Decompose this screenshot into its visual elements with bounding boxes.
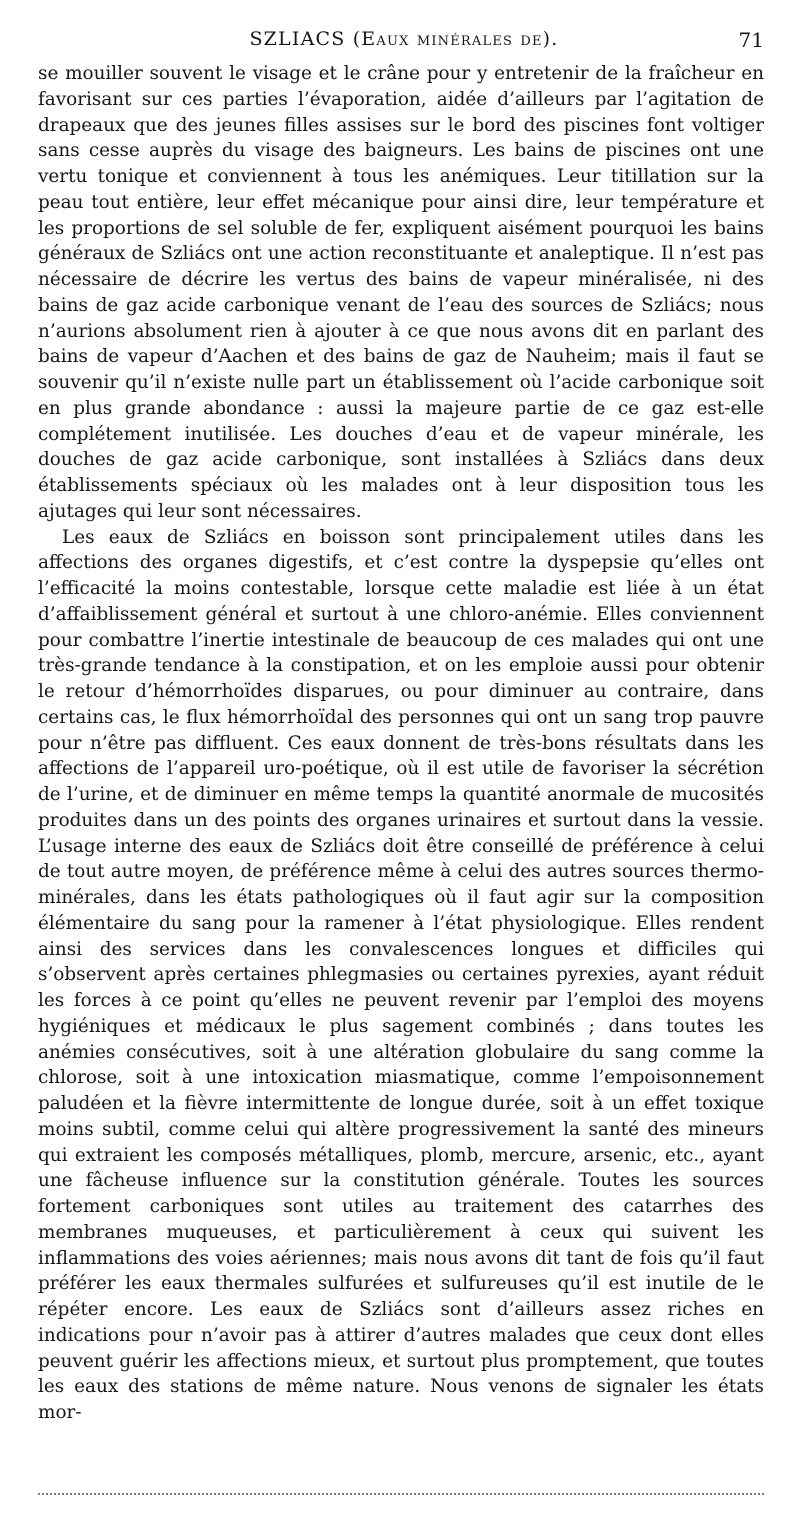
running-header: [38, 28, 770, 58]
paragraph-eaux-en-boisson: Les eaux de Szliács en boisson sont principalement utiles dans les affections des organes digestifs, et c’est contre la dyspepsie qu’elles ont l’efficacité la moins contestable, lorsque cette maladie est liée à un état d’affaiblissement général et surtout à une chloro-anémie. Elles conviennent pour combattre l’inertie intestinale de beaucoup de ces malades qui ont une très-grande tendance à la constipation, et on les emploie aussi pour obtenir le retour d’hémorrhoïdes disparues, ou pour diminuer au contraire, dans certains cas, le flux hémorrhoïdal des personnes qui ont un sang trop pauvre pour n’être pas diffluent. Ces eaux donnent de très-bons résultats dans les affections de l’appareil uro-poétique, où il est utile de favoriser la sécrétion de l’urine, et de diminuer en même temps la quantité anormale de mucosités produites dans un des points des organes urinaires et surtout dans la vessie. L’usage interne des eaux de Szliács doit être conseillé de préférence à celui de tout autre moyen, de préférence même à celui des autres sources thermo-minérales, dans les états pathologiques où il faut agir sur la composition élémentaire du sang pour la ramener à l’état physiologique. Elles rendent ainsi des services dans les convalescences longues et difficiles qui s’observent après certaines phlegmasies ou certaines pyrexies, ayant réduit les forces à ce point qu’elles ne peuvent revenir par l’emploi des moyens hygiéniques et médicaux le plus sagement combinés ; dans toutes les anémies consécutives, soit à une altération globulaire du sang comme la chlorose, soit à une intoxication miasmatique, comme l’empoisonnement paludéen et la fièvre intermittente de longue durée, soit à un effet toxique moins subtil, comme celui qui altère progressivement la santé des mineurs qui extraient les composés métalliques, plomb, mercure, arsenic, etc., ayant une fâcheuse influence sur la constitution générale. Toutes les sources fortement carboniques sont utiles au traitement des catarrhes des membranes muqueuses, et particulièrement à ceux qui suivent les inflammations des voies aériennes; mais nous avons dit tant de fois qu’il faut préférer les eaux thermales sulfurées et sulfureuses qu’il est inutile de le répéter encore. Les eaux de Szliács sont d’ailleurs assez riches en indications pour n’avoir pas à attirer d’autres malades que ceux dont elles peuvent guérir les affections mieux, et surtout plus promptement, que toutes les eaux des stations de même nature. Nous venons de signaler les états mor-: [38, 526, 764, 1423]
footer-dotted-rule: [38, 1493, 764, 1495]
body-text: [38, 61, 764, 1426]
page-number: 71: [738, 28, 764, 52]
running-title: SZLIACS (Eaux minérales de).: [249, 28, 559, 50]
paragraph-continued: se mouiller souvent le visage et le crâne pour y entretenir de la fraîcheur en favorisant sur ces parties l’évaporation, aidée d’ailleurs par l’agitation de drapeaux que des jeunes filles assises sur le bord des piscines font voltiger sans cesse auprès du visage des baigneurs. Les bains de piscines ont une vertu tonique et conviennent à tous les anémiques. Leur titillation sur la peau tout entière, leur effet mécanique pour ainsi dire, leur température et les proportions de sel soluble de fer, expliquent aisément pourquoi les bains généraux de Szliács ont une action reconstituante et analeptique. Il n’est pas nécessaire de décrire les vertus des bains de vapeur minéralisée, ni des bains de gaz acide carbonique venant de l’eau des sources de Szliács; nous n’aurions absolument rien à ajouter à ce que nous avons dit en parlant des bains de vapeur d’Aachen et des bains de gaz de Nauheim; mais il faut se souvenir qu’il n’existe nulle part un établissement où l’acide carbonique soit en plus grande abondance : aussi la majeure partie de ce gaz est-elle complétement inutilisée. Les douches d’eau et de vapeur minérale, les douches de gaz acide carbonique, sont installées à Szliács dans deux établissements spéciaux où les malades ont à leur disposition tous les ajutages qui leur sont nécessaires.: [38, 63, 764, 522]
